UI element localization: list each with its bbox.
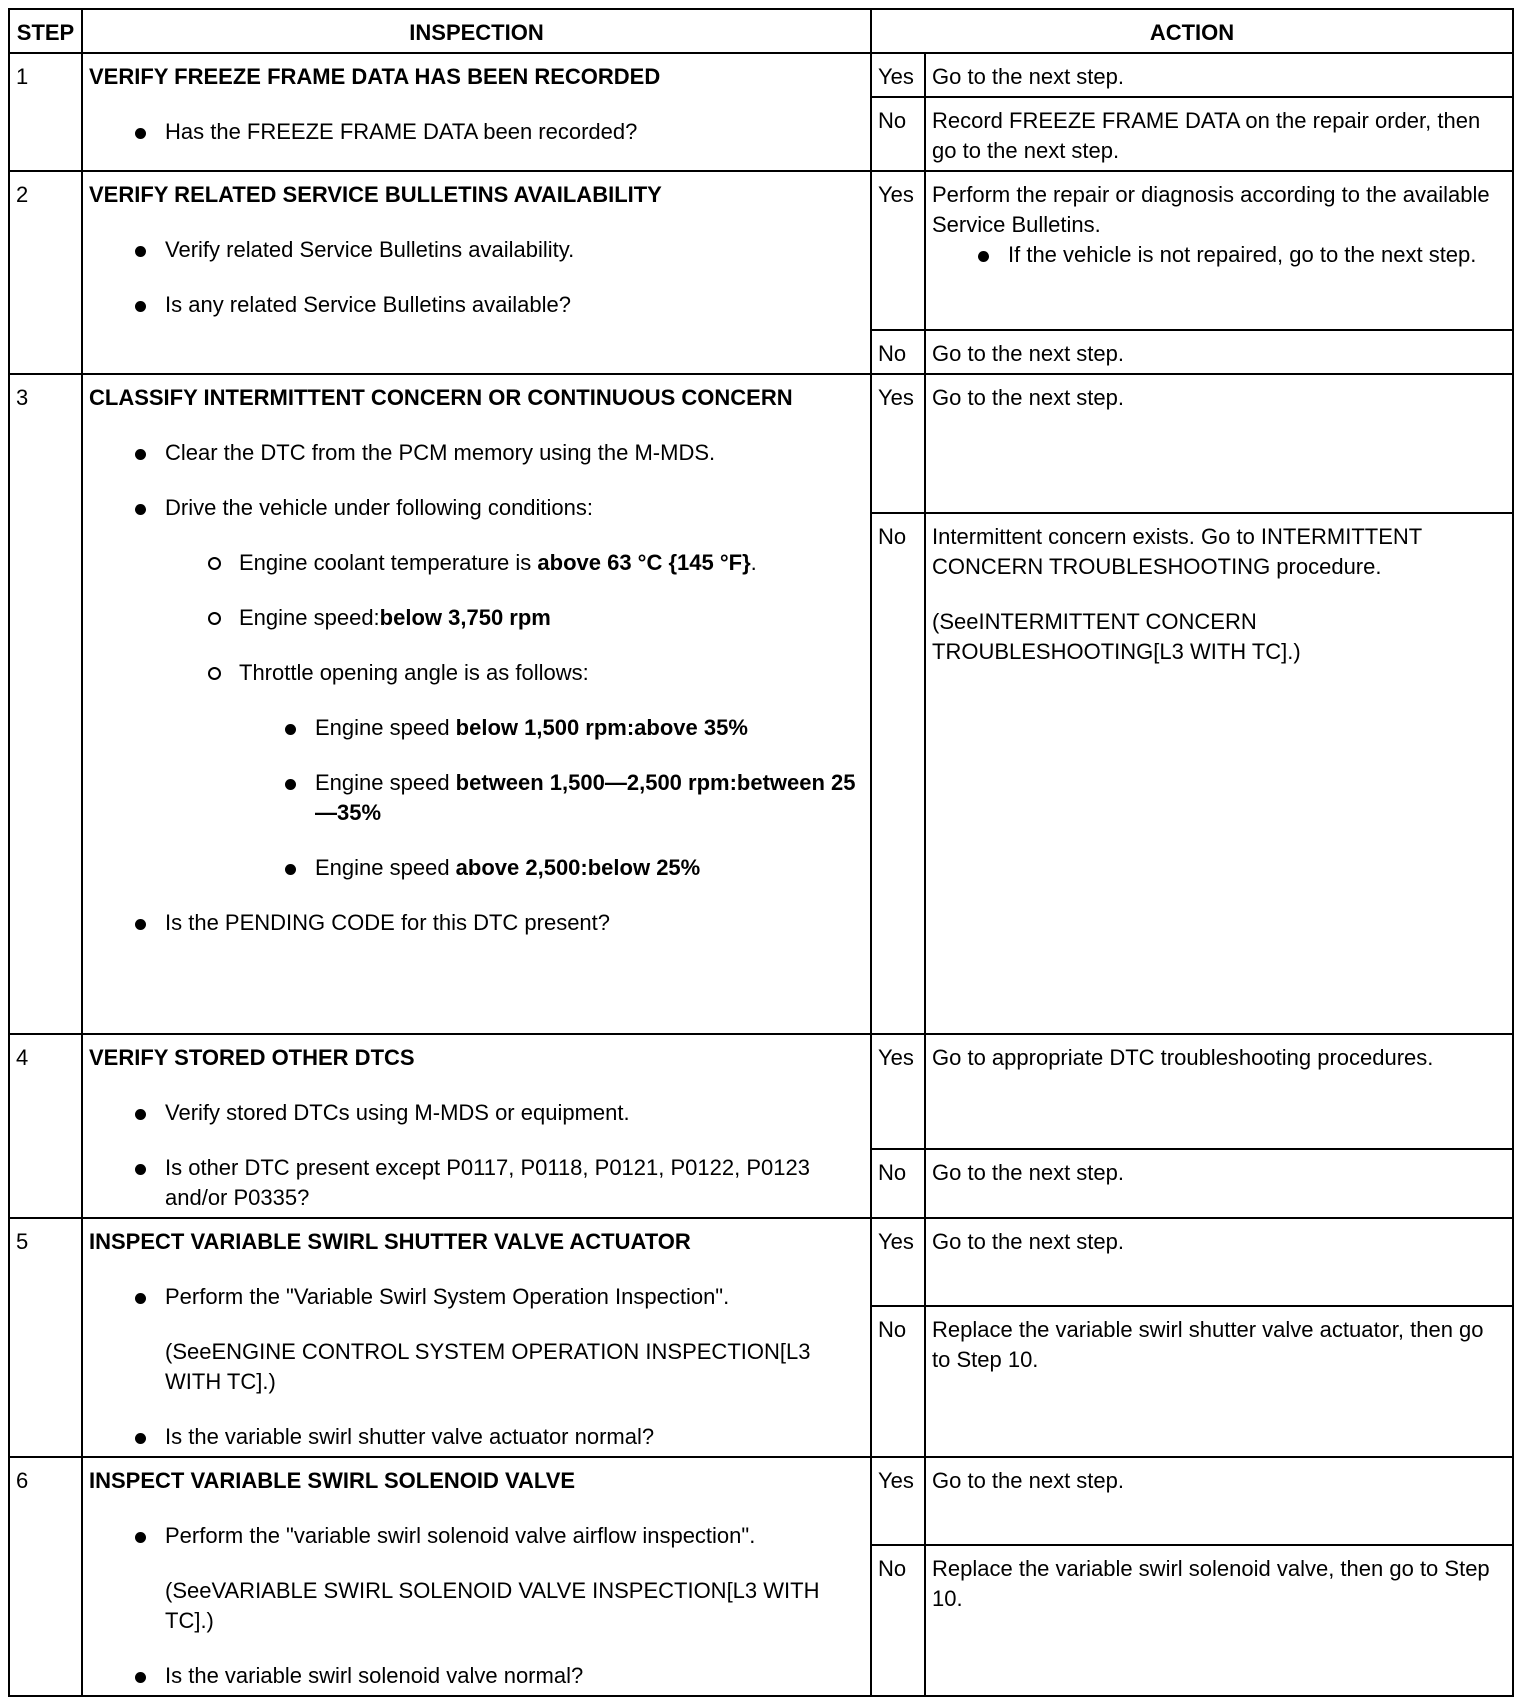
no-action: Record FREEZE FRAME DATA on the repair order, then go to the next step. — [925, 97, 1513, 171]
diagnostic-procedure-table — [8, 8, 1514, 1697]
yes-action-bullet: If the vehicle is not repaired, go to the next step. — [1008, 240, 1506, 270]
no-action: Go to the next step. — [925, 330, 1513, 374]
step-number: 2 — [9, 171, 82, 374]
condition-item: Engine speed:below 3,750 rpm — [239, 603, 864, 633]
step-title: VERIFY RELATED SERVICE BULLETINS AVAILABILITY — [89, 182, 662, 207]
step-3-inspection — [82, 374, 871, 1034]
inspection-bullet: Has the FREEZE FRAME DATA been recorded? — [165, 117, 864, 147]
step-number: 6 — [9, 1457, 82, 1696]
step-title: VERIFY FREEZE FRAME DATA HAS BEEN RECORDED — [89, 64, 661, 89]
yes-label: Yes — [871, 1034, 925, 1149]
step-title: VERIFY STORED OTHER DTCS — [89, 1045, 415, 1070]
yes-action: Go to appropriate DTC troubleshooting procedures. — [925, 1034, 1513, 1149]
see-reference: (SeeVARIABLE SWIRL SOLENOID VALVE INSPECTION[L3 WITH TC].) — [165, 1578, 820, 1633]
throttle-item: Engine speed between 1,500—2,500 rpm:between 25—35% — [315, 768, 864, 828]
step-number: 5 — [9, 1218, 82, 1457]
no-label: No — [871, 513, 925, 1034]
step-title: INSPECT VARIABLE SWIRL SOLENOID VALVE — [89, 1468, 576, 1493]
yes-label: Yes — [871, 53, 925, 97]
no-label: No — [871, 1149, 925, 1218]
no-action: Go to the next step. — [925, 1149, 1513, 1218]
yes-label: Yes — [871, 1457, 925, 1545]
yes-label: Yes — [871, 171, 925, 330]
inspection-bullet: Is the variable swirl solenoid valve normal? — [165, 1661, 864, 1691]
inspection-bullet: Clear the DTC from the PCM memory using the M-MDS. — [165, 438, 864, 468]
see-reference: (SeeINTERMITTENT CONCERN TROUBLESHOOTING[L3 WITH TC].) — [932, 609, 1301, 664]
no-label: No — [871, 1306, 925, 1457]
yes-action: Go to the next step. — [925, 1218, 1513, 1306]
step-4-inspection — [82, 1034, 871, 1218]
condition-item: Engine coolant temperature is above 63 °C {145 °F}. — [239, 548, 864, 578]
see-reference: (SeeENGINE CONTROL SYSTEM OPERATION INSPECTION[L3 WITH TC].) — [165, 1339, 811, 1394]
no-label: No — [871, 97, 925, 171]
yes-action: Perform the repair or diagnosis according to the available Service Bulletins. — [932, 182, 1490, 237]
yes-action-cell — [925, 171, 1513, 330]
step-title: CLASSIFY INTERMITTENT CONCERN OR CONTINUOUS CONCERN — [89, 385, 793, 410]
step-1-inspection — [82, 53, 871, 171]
step-2-yes-row — [9, 171, 1513, 330]
inspection-bullet: Verify related Service Bulletins availability. — [165, 235, 864, 265]
step-6-yes-row — [9, 1457, 1513, 1545]
step-column-header: STEP — [9, 9, 82, 53]
step-title: INSPECT VARIABLE SWIRL SHUTTER VALVE ACTUATOR — [89, 1229, 691, 1254]
yes-label: Yes — [871, 374, 925, 513]
step-3-yes-row — [9, 374, 1513, 513]
no-action-cell — [925, 513, 1513, 1034]
no-action: Replace the variable swirl solenoid valve, then go to Step 10. — [925, 1545, 1513, 1696]
step-4-yes-row — [9, 1034, 1513, 1149]
inspection-bullet: Drive the vehicle under following conditions: — [165, 493, 864, 523]
no-label: No — [871, 330, 925, 374]
throttle-item: Engine speed above 2,500:below 25% — [315, 853, 864, 883]
step-number: 4 — [9, 1034, 82, 1218]
throttle-item: Engine speed below 1,500 rpm:above 35% — [315, 713, 864, 743]
action-column-header: ACTION — [871, 9, 1513, 53]
inspection-bullet: Perform the "variable swirl solenoid valve airflow inspection". — [165, 1521, 864, 1551]
no-action: Intermittent concern exists. Go to INTERMITTENT CONCERN TROUBLESHOOTING procedure. — [932, 524, 1422, 579]
step-number: 3 — [9, 374, 82, 1034]
inspection-bullet: Is any related Service Bulletins available? — [165, 290, 864, 320]
condition-item: Throttle opening angle is as follows: — [239, 658, 864, 688]
inspection-bullet: Is other DTC present except P0117, P0118, P0121, P0122, P0123 and/or P0335? — [165, 1153, 864, 1213]
yes-action: Go to the next step. — [925, 374, 1513, 513]
inspection-bullet: Verify stored DTCs using M-MDS or equipment. — [165, 1098, 864, 1128]
yes-action: Go to the next step. — [925, 53, 1513, 97]
inspection-column-header: INSPECTION — [82, 9, 871, 53]
step-2-inspection — [82, 171, 871, 374]
yes-label: Yes — [871, 1218, 925, 1306]
yes-action: Go to the next step. — [925, 1457, 1513, 1545]
inspection-bullet: Is the variable swirl shutter valve actuator normal? — [165, 1422, 864, 1452]
step-5-inspection — [82, 1218, 871, 1457]
inspection-bullet: Perform the "Variable Swirl System Operation Inspection". — [165, 1282, 864, 1312]
step-1-yes-row — [9, 53, 1513, 97]
no-label: No — [871, 1545, 925, 1696]
no-action: Replace the variable swirl shutter valve actuator, then go to Step 10. — [925, 1306, 1513, 1457]
step-6-inspection — [82, 1457, 871, 1696]
step-5-yes-row — [9, 1218, 1513, 1306]
inspection-bullet: Is the PENDING CODE for this DTC present? — [165, 908, 864, 938]
step-number: 1 — [9, 53, 82, 171]
header-row — [9, 9, 1513, 53]
